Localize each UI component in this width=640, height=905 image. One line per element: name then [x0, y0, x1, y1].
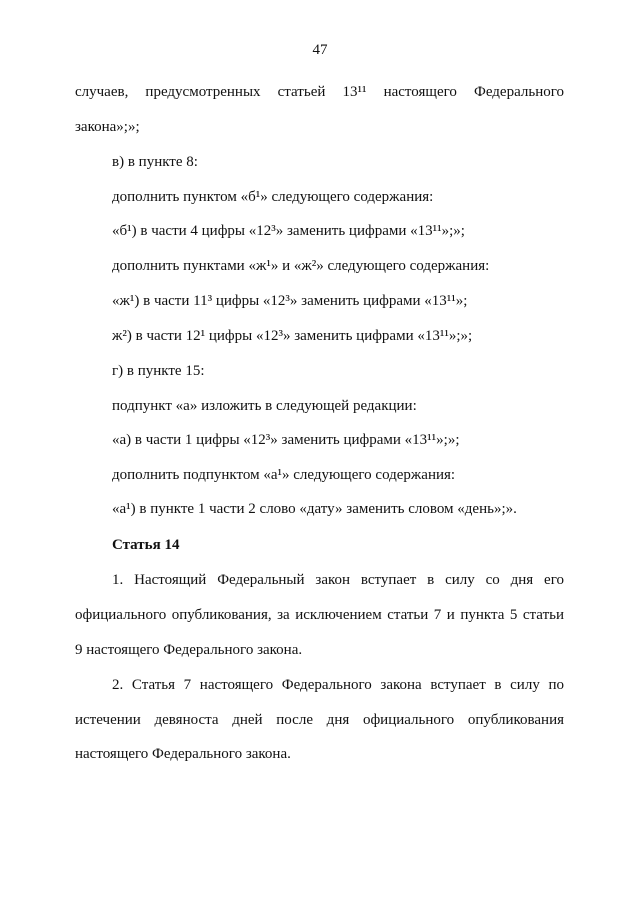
paragraph-1-line-1: 1. Настоящий Федеральный закон вступает в силу со дня его — [112, 572, 564, 588]
text-line-1: случаев, предусмотренных статьей 13¹¹ настоящего Федерального — [75, 84, 564, 100]
text-line-3: в) в пункте 8: — [112, 154, 198, 170]
text-line-10: подпункт «а» изложить в следующей редакции: — [112, 398, 417, 414]
paragraph-1-line-3: 9 настоящего Федерального закона. — [75, 642, 303, 658]
text-line-6: дополнить пунктами «ж¹» и «ж²» следующего содержания: — [112, 258, 490, 274]
text-line-7: «ж¹) в части 11³ цифры «12³» заменить цифрами «13¹¹»; — [112, 293, 468, 309]
text-line-12: дополнить подпунктом «а¹» следующего содержания: — [112, 467, 456, 483]
text-line-2: закона»;»; — [75, 119, 140, 135]
text-line-8: ж²) в части 12¹ цифры «12³» заменить цифрами «13¹¹»;»; — [112, 328, 473, 344]
text-line-5: «б¹) в части 4 цифры «12³» заменить цифрами «13¹¹»;»; — [112, 223, 465, 239]
text-line-9: г) в пункте 15: — [112, 363, 205, 379]
paragraph-1-line-2: официального опубликования, за исключением статьи 7 и пункта 5 статьи — [75, 607, 564, 623]
text-line-11: «а) в части 1 цифры «12³» заменить цифрами «13¹¹»;»; — [112, 432, 460, 448]
page-number: 47 — [312, 42, 328, 58]
paragraph-2-line-2: истечении девяноста дней после дня официального опубликования — [75, 712, 564, 728]
paragraph-2-line-1: 2. Статья 7 настоящего Федерального закона вступает в силу по — [112, 677, 564, 693]
paragraph-2-line-3: настоящего Федерального закона. — [75, 746, 291, 762]
article-heading: Статья 14 — [112, 537, 180, 553]
text-line-4: дополнить пунктом «б¹» следующего содержания: — [112, 189, 434, 205]
text-line-13: «а¹) в пункте 1 части 2 слово «дату» заменить словом «день»;». — [112, 501, 517, 517]
